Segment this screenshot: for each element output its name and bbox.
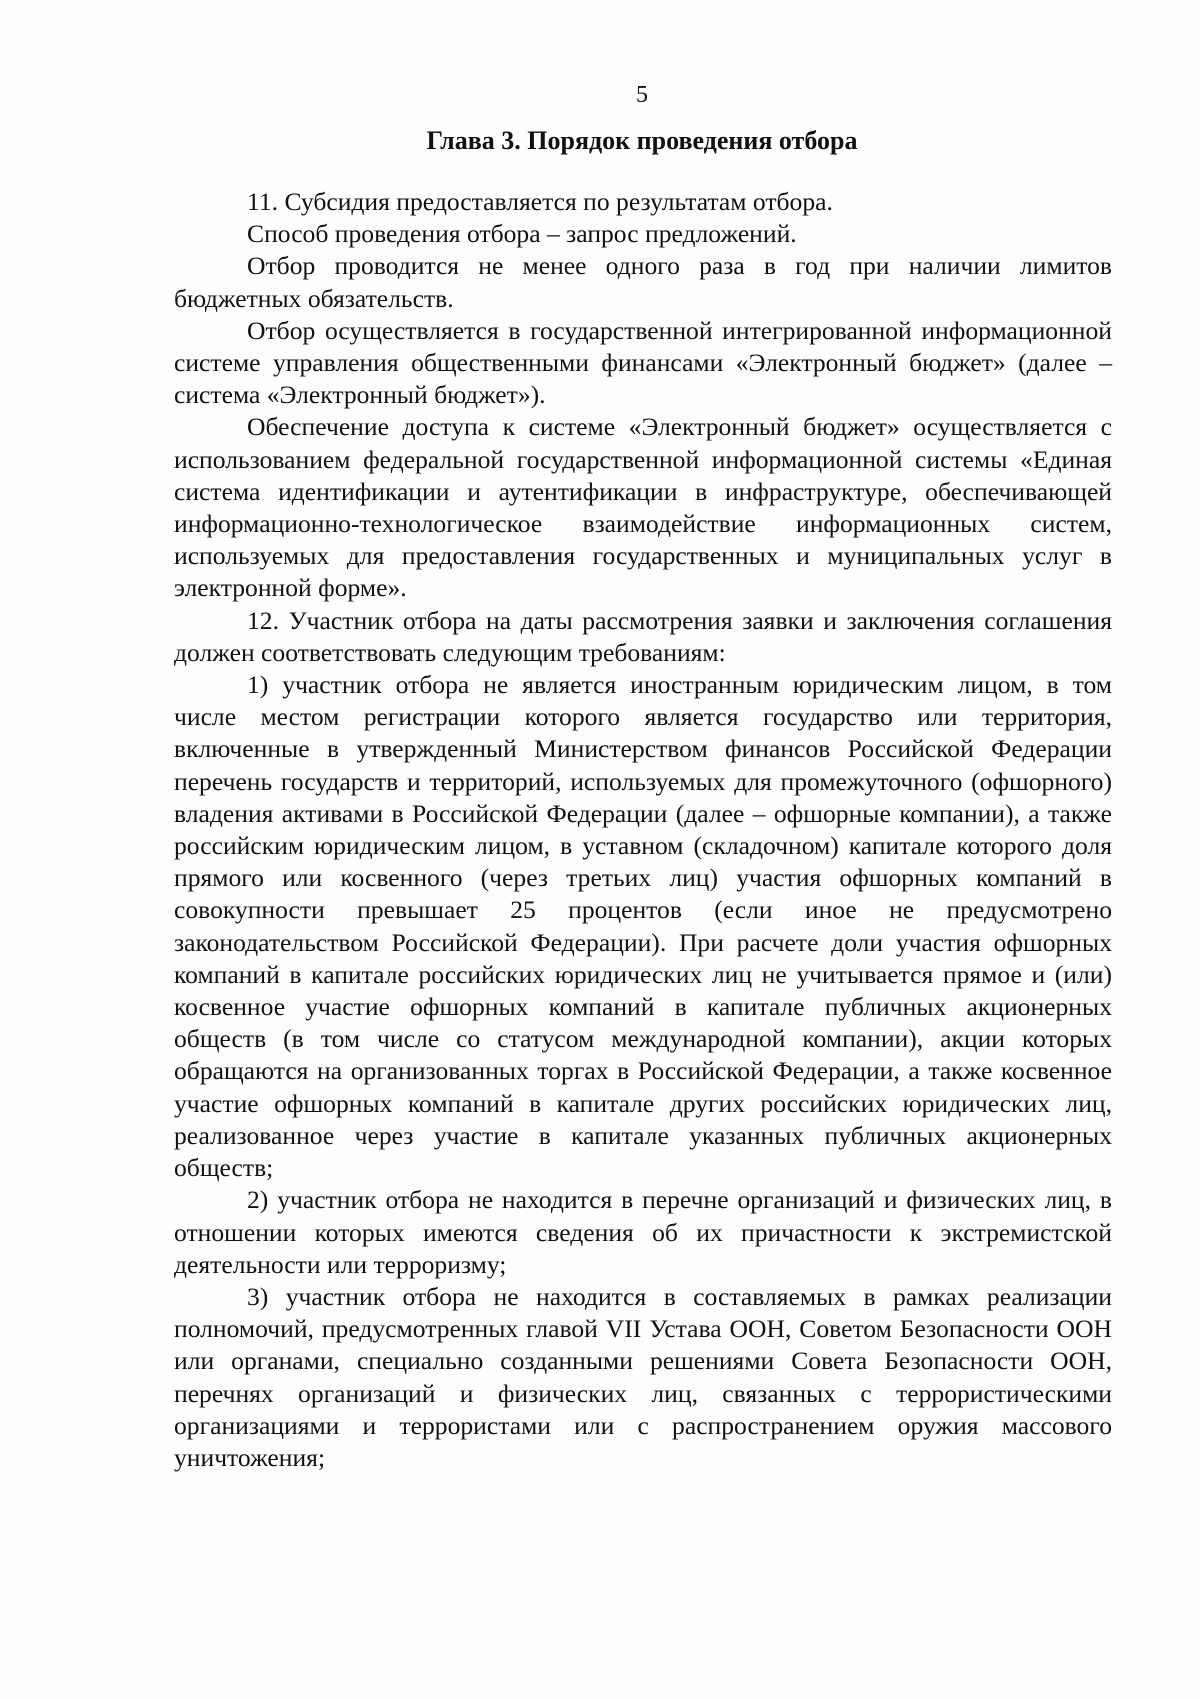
paragraph-selection-frequency: Отбор проводится не менее одного раза в год при наличии лимитов бюджетных обязательств. bbox=[174, 251, 1112, 313]
body-text bbox=[174, 186, 1112, 1474]
chapter-title: Глава 3. Порядок проведения отбора bbox=[426, 126, 858, 155]
paragraph-system-access: Обеспечение доступа к системе «Электронный бюджет» осуществляется с использованием федеральной государственной информационной системы «Единая система идентификации и аутентификации в инфраструктуре, обеспечивающей информационно-технологическое взаимодействие информационных систем, используемых для предоставления государственных и муниципальных услуг в электронной форме». bbox=[174, 412, 1112, 603]
paragraph-participant-requirements: 12. Участник отбора на даты рассмотрения заявки и заключения соглашения должен соответствовать следующим требованиям: bbox=[174, 605, 1112, 667]
paragraph-electronic-budget-system: Отбор осуществляется в государственной интегрированной информационной системе управления общественными финансами «Электронный бюджет» (далее – система «Электронный бюджет»). bbox=[174, 315, 1112, 410]
paragraph-selection-method: Способ проведения отбора – запрос предложений. bbox=[247, 219, 797, 249]
page-number: 5 bbox=[636, 82, 648, 108]
paragraph-subsidy-by-selection: 11. Субсидия предоставляется по результатам отбора. bbox=[247, 187, 833, 216]
requirement-item-2: 2) участник отбора не находится в перечне организаций и физических лиц, в отношении которых имеются сведения об их причастности к экстремистской деятельности или терроризму; bbox=[174, 1185, 1112, 1279]
requirement-item-1: 1) участник отбора не является иностранным юридическим лицом, в том числе местом регистрации которого является государство или территория, включенные в утвержденный Министерством финансов Российской Федерации перечень государств и территорий, используемых для промежуточного (офшорного) владения активами в Российской Федерации (далее – офшорные компании), а также российским юридическим лицом, в уставном (складочном) капитале которого доля прямого или косвенного (через третьих лиц) участия офшорных компаний в совокупности превышает 25 процентов (если иное не предусмотрено законодательством Российской Федерации). При расчете доли участия офшорных компаний в капитале российских юридических лиц не учитывается прямое и (или) косвенное участие офшорных компаний в капитале публичных акционерных обществ (в том числе со статусом международной компании), акции которых обращаются на организованных торгах в Российской Федерации, а также косвенное участие офшорных компаний в капитале других российских юридических лиц, реализованное через участие в капитале указанных публичных акционерных обществ; bbox=[174, 670, 1112, 1183]
requirement-item-3: 3) участник отбора не находится в составляемых в рамках реализации полномочий, предусмотренных главой VII Устава ООН, Советом Безопасности ООН или органами, специально созданными решениями Совета Безопасности ООН, перечнях организаций и физических лиц, связанных с террористическими организациями и террористами или с распространением оружия массового уничтожения; bbox=[174, 1281, 1112, 1472]
